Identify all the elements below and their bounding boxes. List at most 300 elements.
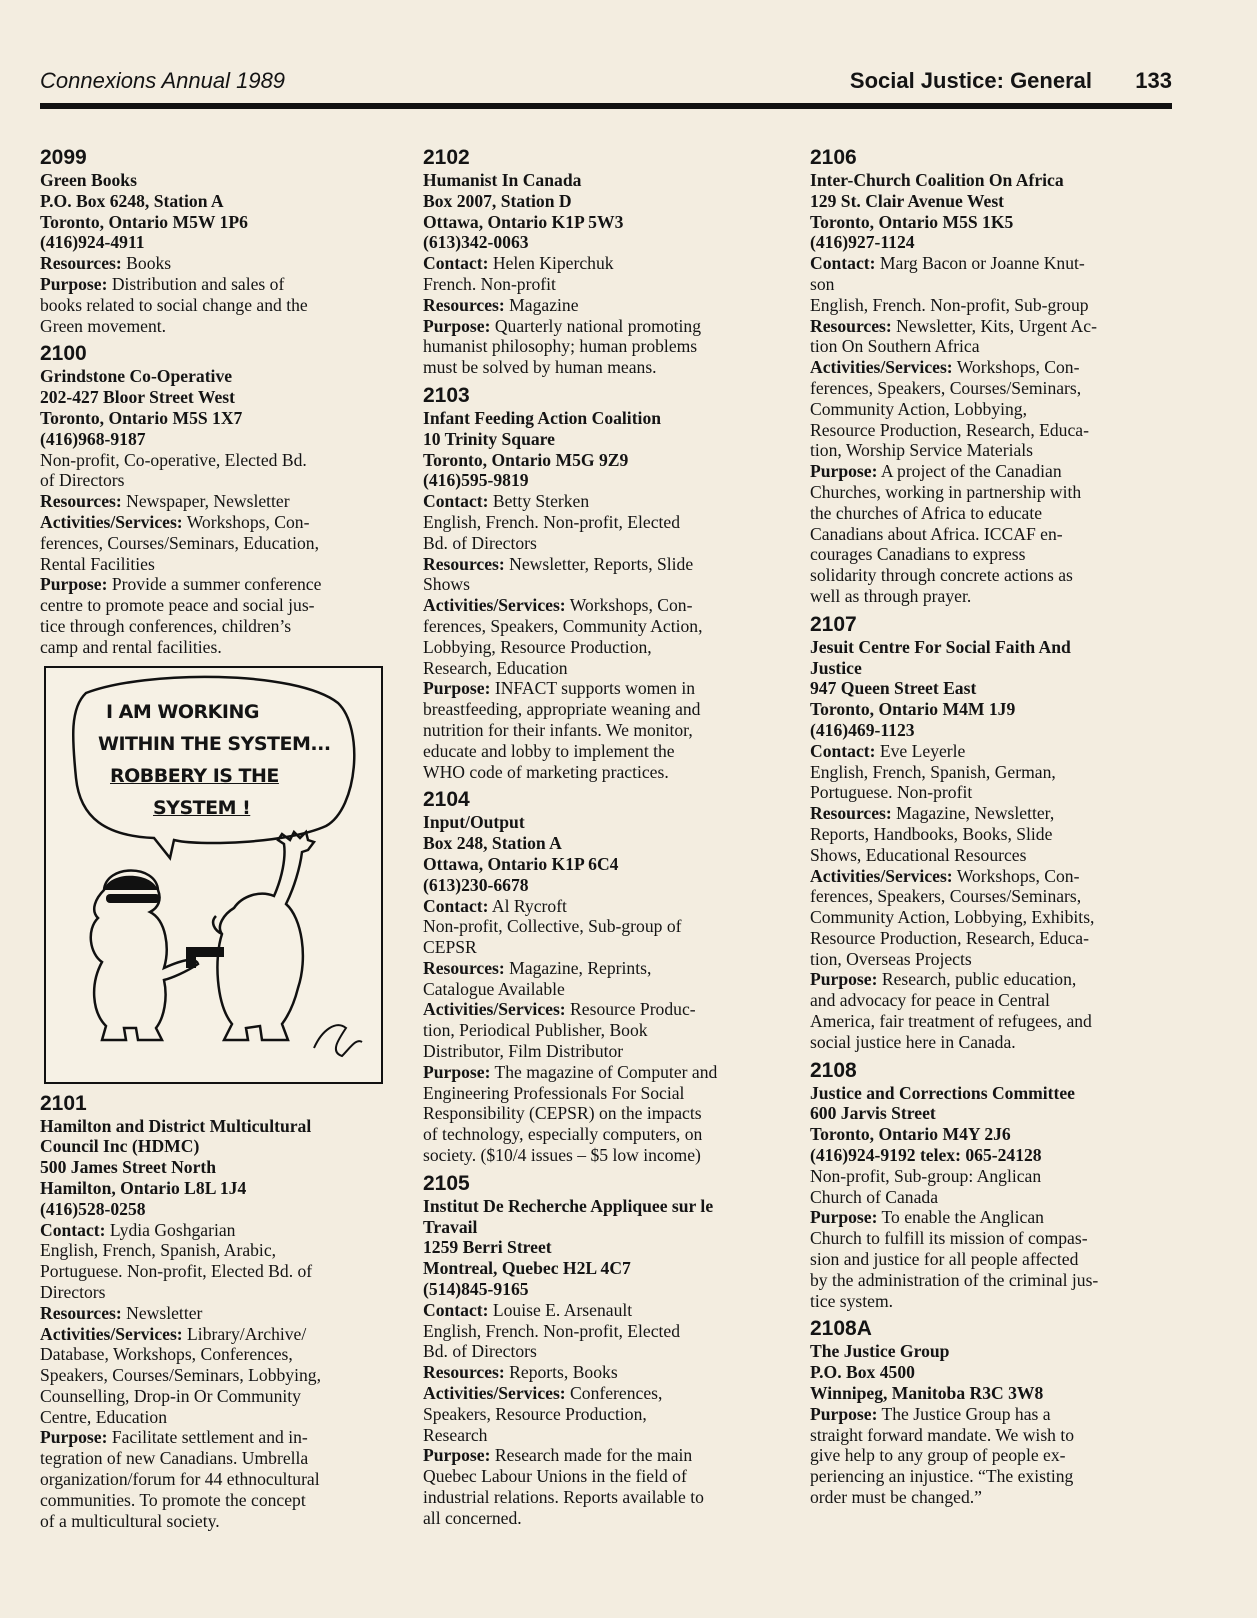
field-label: Contact:	[423, 253, 489, 274]
field-text: P.O. Box 4500	[810, 1362, 915, 1383]
field-text: well as through prayer.	[810, 585, 972, 606]
cartoon-illustration	[44, 666, 383, 1084]
column-1-entries-after	[40, 1092, 395, 1532]
entry-text-line	[423, 533, 788, 554]
entry-text-line	[423, 762, 788, 783]
entry-text-line	[810, 1032, 1182, 1053]
entry-heading-line	[40, 232, 395, 253]
entry-text-line	[810, 399, 1182, 420]
entry-heading-line	[423, 450, 788, 471]
field-text: Non-profit, Collective, Sub-group of	[423, 916, 682, 937]
entry-text-line	[423, 274, 788, 295]
entry-heading-line	[810, 1383, 1182, 1404]
field-text: INFACT supports women in	[490, 678, 696, 699]
field-label: Contact:	[810, 253, 876, 274]
entry-text-line	[423, 1466, 788, 1487]
field-text: Quebec Labour Unions in the field of	[423, 1466, 687, 1487]
directory-entry	[423, 146, 788, 378]
field-text: (613)230-6678	[423, 874, 529, 895]
directory-entry	[810, 146, 1182, 607]
entry-text-line	[423, 1145, 788, 1166]
column-2-entries	[423, 146, 788, 1529]
entry-heading-line	[423, 408, 788, 429]
field-text: Responsibility (CEPSR) on the impacts	[423, 1103, 702, 1124]
field-label: Purpose:	[810, 461, 878, 482]
entry-text-line	[810, 1487, 1182, 1508]
field-text: Council Inc (HDMC)	[40, 1136, 200, 1157]
field-text: Centre, Education	[40, 1406, 168, 1427]
entry-heading-line	[423, 1279, 788, 1300]
field-label: Purpose:	[423, 315, 491, 336]
field-text: CEPSR	[423, 937, 477, 958]
field-text: Facilitate settlement and in-	[107, 1427, 308, 1448]
entry-heading-line	[40, 1116, 395, 1137]
field-text: Database, Workshops, Conferences,	[40, 1344, 293, 1365]
entry-number: 2101	[40, 1091, 87, 1115]
entry-number: 2103	[423, 383, 470, 407]
field-text: Toronto, Ontario M5S 1X7	[40, 407, 243, 428]
field-text: 10 Trinity Square	[423, 428, 555, 449]
entry-text-line	[423, 916, 788, 937]
directory-entry	[810, 613, 1182, 1053]
field-label: Contact:	[810, 740, 876, 761]
entry-text-line	[810, 782, 1182, 803]
entry-heading-line	[810, 1083, 1182, 1104]
entry-text-line	[810, 1425, 1182, 1446]
entry-text-line	[423, 1508, 788, 1529]
field-label: Purpose:	[423, 678, 491, 699]
entry-heading-line	[810, 658, 1182, 679]
entry-text-line	[40, 253, 395, 274]
field-text: Toronto, Ontario M4Y 2J6	[810, 1124, 1011, 1145]
entry-heading-line	[40, 387, 395, 408]
field-text: Churches, working in partnership with	[810, 481, 1082, 502]
entry-text-line	[40, 1324, 395, 1345]
field-text: Reports, Books	[504, 1362, 618, 1383]
field-label: Resources:	[423, 553, 505, 574]
entry-heading-line	[810, 191, 1182, 212]
entry-text-line	[423, 1404, 788, 1425]
entry-text-line	[40, 295, 395, 316]
directory-entry	[40, 1092, 395, 1532]
entry-text-line	[423, 616, 788, 637]
entry-text-line	[810, 274, 1182, 295]
field-text: Bd. of Directors	[423, 1341, 537, 1362]
field-label: Resources:	[810, 803, 892, 824]
entry-text-line	[810, 949, 1182, 970]
entry-text-line	[40, 1240, 395, 1261]
entry-text-line	[810, 295, 1182, 316]
field-text: books related to social change and the	[40, 294, 308, 315]
entry-text-line	[40, 512, 395, 533]
entry-heading-line	[40, 191, 395, 212]
field-text: Portuguese. Non-profit, Elected Bd. of	[40, 1261, 313, 1282]
field-label: Purpose:	[810, 1207, 878, 1228]
field-text: Resource Production, Research, Educa-	[810, 927, 1089, 948]
field-text: ferences, Speakers, Community Action,	[423, 615, 703, 636]
field-text: Research, Education	[423, 657, 568, 678]
column-1-entries	[40, 146, 395, 658]
field-label: Purpose:	[40, 273, 108, 294]
field-label: Activities/Services:	[40, 1323, 183, 1344]
field-text: Inter-Church Coalition On Africa	[810, 170, 1064, 190]
field-text: Green movement.	[40, 315, 167, 336]
field-text: Engineering Professionals For Social	[423, 1082, 685, 1103]
field-label: Resources:	[40, 1302, 122, 1323]
entry-text-line	[40, 1261, 395, 1282]
entry-text-line	[810, 1187, 1182, 1208]
field-text: Ottawa, Ontario K1P 6C4	[423, 853, 619, 874]
field-label: Activities/Services:	[423, 1383, 566, 1404]
field-text: give help to any group of people ex-	[810, 1445, 1066, 1466]
entry-text-line	[40, 316, 395, 337]
field-text: Infant Feeding Action Coalition	[423, 407, 662, 428]
field-text: Newsletter, Reports, Slide	[504, 553, 694, 574]
field-text: English, French. Non-profit, Elected	[423, 511, 680, 532]
entry-text-line	[810, 420, 1182, 441]
field-text: A project of the Canadian	[877, 461, 1062, 482]
entry-text-line	[40, 1344, 395, 1365]
entry-text-line	[40, 554, 395, 575]
entry-text-line	[810, 886, 1182, 907]
entry-text-line	[810, 845, 1182, 866]
field-label: Purpose:	[40, 1427, 108, 1448]
field-text: of a multicultural society.	[40, 1510, 220, 1531]
field-text: Portuguese. Non-profit	[810, 782, 973, 803]
entry-text-line	[810, 907, 1182, 928]
entry-heading-line	[423, 1196, 788, 1217]
entry-heading-line	[423, 170, 788, 191]
entry-text-line	[423, 1487, 788, 1508]
field-text: Grindstone Co-Operative	[40, 366, 233, 387]
field-text: ferences, Courses/Seminars, Education,	[40, 532, 319, 553]
entry-heading-line	[810, 678, 1182, 699]
field-text: Workshops, Con-	[565, 595, 693, 616]
field-text: Institut De Recherche Appliquee sur le	[423, 1195, 714, 1216]
entry-heading-line	[423, 1217, 788, 1238]
entry-text-line	[810, 969, 1182, 990]
entry-number: 2099	[40, 146, 87, 169]
field-text: Betty Sterken	[488, 491, 590, 512]
entry-text-line	[423, 937, 788, 958]
field-text: tion On Southern Africa	[810, 336, 980, 357]
field-label: Resources:	[423, 1362, 505, 1383]
entry-text-line	[810, 524, 1182, 545]
field-text: order must be changed.”	[810, 1487, 982, 1508]
field-text: camp and rental facilities.	[40, 636, 222, 657]
field-text: Counselling, Drop-in Or Community	[40, 1385, 301, 1406]
field-text: America, fair treatment of refugees, and	[810, 1011, 1092, 1032]
field-text: ferences, Speakers, Courses/Seminars,	[810, 377, 1082, 398]
field-text: Travail	[423, 1216, 478, 1237]
entry-text-line	[423, 720, 788, 741]
entry-text-line	[423, 512, 788, 533]
entry-heading-line	[423, 1237, 788, 1258]
entry-text-line	[423, 1062, 788, 1083]
entry-heading-line	[810, 232, 1182, 253]
field-text: To enable the Anglican	[877, 1207, 1044, 1228]
field-text: Catalogue Available	[423, 978, 565, 999]
field-text: (416)528-0258	[40, 1198, 146, 1219]
field-text: P.O. Box 6248, Station A	[40, 190, 224, 211]
field-text: English, French. Non-profit, Elected	[423, 1320, 680, 1341]
entry-heading-line	[40, 1136, 395, 1157]
field-text: and advocacy for peace in Central	[810, 990, 1050, 1011]
field-label: Contact:	[423, 895, 489, 916]
entry-text-line	[40, 1427, 395, 1448]
entry-text-line	[810, 1404, 1182, 1425]
field-text: 202-427 Bloor Street West	[40, 387, 235, 408]
entry-text-line	[423, 1362, 788, 1383]
header-rule	[40, 103, 1172, 109]
field-text: Non-profit, Co-operative, Elected Bd.	[40, 449, 307, 470]
field-text: 500 James Street North	[40, 1157, 217, 1178]
field-text: Hamilton, Ontario L8L 1J4	[40, 1177, 247, 1198]
field-text: (514)845-9165	[423, 1279, 529, 1300]
field-text: tion, Periodical Publisher, Book	[423, 1020, 648, 1041]
entry-text-line	[810, 866, 1182, 887]
field-text: Distributor, Film Distributor	[423, 1041, 624, 1062]
entry-text-line	[423, 1445, 788, 1466]
field-text: Resource Produc-	[565, 999, 696, 1020]
field-text: Non-profit, Sub-group: Anglican	[810, 1165, 1042, 1186]
field-text: (416)924-4911	[40, 232, 145, 253]
entry-number: 2108A	[810, 1317, 872, 1341]
directory-entry	[810, 1059, 1182, 1312]
entry-text-line	[40, 1448, 395, 1469]
entry-text-line	[423, 357, 788, 378]
field-text: Shows, Educational Resources	[810, 844, 1027, 865]
entry-text-line	[810, 586, 1182, 607]
field-text: Al Rycroft	[488, 895, 567, 916]
entry-text-line	[423, 678, 788, 699]
field-text: Research, public education,	[877, 969, 1077, 990]
entry-text-line	[810, 503, 1182, 524]
field-label: Resources:	[40, 491, 122, 512]
entry-text-line	[810, 253, 1182, 274]
field-text: all concerned.	[423, 1507, 522, 1528]
field-text: Directors	[40, 1281, 106, 1302]
entry-heading-line	[810, 212, 1182, 233]
entry-heading-line	[810, 1145, 1182, 1166]
field-text: The Justice Group has a	[877, 1403, 1051, 1424]
entry-text-line	[40, 470, 395, 491]
field-text: 129 St. Clair Avenue West	[810, 190, 1005, 211]
entry-text-line	[40, 1220, 395, 1241]
field-label: Resources:	[810, 315, 892, 336]
column-1	[40, 146, 395, 1537]
directory-entry	[40, 342, 395, 657]
entry-text-line	[40, 1282, 395, 1303]
field-text: Reports, Handbooks, Books, Slide	[810, 823, 1053, 844]
entry-text-line	[423, 699, 788, 720]
entry-number: 2107	[810, 612, 857, 636]
field-text: Church of Canada	[810, 1186, 939, 1207]
field-text: Books	[121, 253, 172, 274]
entry-heading-line	[40, 366, 395, 387]
entry-heading-line	[810, 1341, 1182, 1362]
field-text: French. Non-profit	[423, 273, 556, 294]
column-2	[423, 146, 788, 1535]
entry-text-line	[810, 544, 1182, 565]
field-text: Magazine, Newsletter,	[891, 803, 1055, 824]
entry-heading-line	[423, 833, 788, 854]
entry-text-line	[423, 491, 788, 512]
entry-heading-line	[810, 720, 1182, 741]
entry-text-line	[810, 1228, 1182, 1249]
directory-entry	[40, 146, 395, 336]
entry-text-line	[810, 1291, 1182, 1312]
entry-text-line	[423, 1425, 788, 1446]
field-text: communities. To promote the concept	[40, 1489, 306, 1510]
field-text: son	[810, 273, 835, 294]
entry-text-line	[810, 824, 1182, 845]
bubble-line: ROBBERY IS THE	[110, 764, 279, 787]
field-text: tice system.	[810, 1290, 894, 1311]
entry-text-line	[810, 440, 1182, 461]
field-label: Resources:	[423, 294, 505, 315]
bubble-line: WITHIN THE SYSTEM...	[98, 732, 331, 755]
field-text: Bd. of Directors	[423, 532, 537, 553]
field-text: 600 Jarvis Street	[810, 1103, 936, 1124]
field-text: Research	[423, 1424, 488, 1445]
entry-text-line	[423, 741, 788, 762]
field-text: courages Canadians to express	[810, 544, 1026, 565]
field-text: Church to fulfill its mission of compas-	[810, 1228, 1088, 1249]
field-text: tice through conferences, children’s	[40, 615, 292, 636]
entry-text-line	[810, 336, 1182, 357]
field-text: English, French, Spanish, German,	[810, 761, 1056, 782]
field-text: Hamilton and District Multicultural	[40, 1115, 312, 1136]
field-text: The Justice Group	[810, 1341, 950, 1362]
field-label: Contact:	[423, 491, 489, 512]
field-label: Contact:	[40, 1219, 106, 1240]
field-text: nutrition for their infants. We monitor,	[423, 719, 693, 740]
directory-entry	[423, 788, 788, 1166]
field-label: Activities/Services:	[810, 357, 953, 378]
directory-entry	[810, 1317, 1182, 1507]
field-text: Workshops, Con-	[952, 865, 1080, 886]
field-text: (416)924-9192 telex: 065-24128	[810, 1145, 1042, 1166]
entry-text-line	[40, 1303, 395, 1324]
entry-heading-line	[810, 1124, 1182, 1145]
field-text: Green Books	[40, 170, 137, 190]
field-text: straight forward mandate. We wish to	[810, 1424, 1075, 1445]
field-text: Magazine, Reprints,	[504, 957, 652, 978]
field-text: Resource Production, Research, Educa-	[810, 419, 1089, 440]
entry-text-line	[810, 803, 1182, 824]
entry-heading-line	[40, 429, 395, 450]
entry-number: 2100	[40, 342, 87, 366]
entry-text-line	[423, 336, 788, 357]
entry-text-line	[810, 1270, 1182, 1291]
field-text: solidarity through concrete actions as	[810, 565, 1073, 586]
field-text: tegration of new Canadians. Umbrella	[40, 1448, 309, 1469]
entry-text-line	[40, 574, 395, 595]
field-text: Justice and Corrections Committee	[810, 1082, 1075, 1103]
entry-text-line	[423, 574, 788, 595]
entry-text-line	[810, 1011, 1182, 1032]
field-text: Winnipeg, Manitoba R3C 3W8	[810, 1383, 1044, 1404]
entry-text-line	[423, 316, 788, 337]
entry-text-line	[423, 1083, 788, 1104]
entry-text-line	[423, 958, 788, 979]
entry-heading-line	[40, 408, 395, 429]
field-text: sion and justice for all people affected	[810, 1249, 1079, 1270]
entry-text-line	[810, 316, 1182, 337]
field-text: Input/Output	[423, 812, 525, 833]
field-text: Justice	[810, 657, 862, 678]
field-text: tion, Overseas Projects	[810, 948, 972, 969]
field-label: Purpose:	[423, 1061, 491, 1082]
entry-heading-line	[40, 1157, 395, 1178]
entry-text-line	[423, 1020, 788, 1041]
field-text: centre to promote peace and social jus-	[40, 595, 315, 616]
entry-text-line	[423, 1341, 788, 1362]
field-text: Workshops, Con-	[182, 511, 310, 532]
field-text: Eve Leyerle	[875, 740, 966, 761]
entry-heading-line	[40, 170, 395, 191]
field-text: social justice here in Canada.	[810, 1031, 1016, 1052]
entry-heading-line	[423, 854, 788, 875]
entry-heading-line	[40, 1199, 395, 1220]
entry-text-line	[423, 637, 788, 658]
entry-text-line	[423, 1383, 788, 1404]
field-text: Community Action, Lobbying,	[810, 398, 1027, 419]
field-text: 1259 Berri Street	[423, 1237, 552, 1258]
entry-number: 2105	[423, 1171, 470, 1195]
field-label: Purpose:	[810, 969, 878, 990]
page-number: 133	[1135, 68, 1172, 93]
entry-text-line	[423, 999, 788, 1020]
field-text: educate and lobby to implement the	[423, 740, 675, 761]
entry-text-line	[423, 658, 788, 679]
field-text: Shows	[423, 574, 470, 595]
entry-number: 2102	[423, 146, 470, 169]
entry-text-line	[423, 595, 788, 616]
entry-text-line	[40, 1469, 395, 1490]
entry-text-line	[423, 1300, 788, 1321]
entry-text-line	[423, 896, 788, 917]
entry-text-line	[810, 378, 1182, 399]
field-text: periencing an injustice. “The existing	[810, 1466, 1074, 1487]
column-3-entries	[810, 146, 1182, 1508]
field-text: (416)968-9187	[40, 428, 146, 449]
field-label: Resources:	[423, 957, 505, 978]
entry-number: 2106	[810, 146, 857, 169]
entry-text-line	[810, 461, 1182, 482]
field-text: Quarterly national promoting	[490, 315, 702, 336]
entry-text-line	[810, 482, 1182, 503]
field-text: (416)595-9819	[423, 470, 529, 491]
field-text: Distribution and sales of	[107, 273, 285, 294]
field-text: Lobbying, Resource Production,	[423, 636, 652, 657]
field-text: Newsletter	[121, 1302, 203, 1323]
entry-heading-line	[810, 1103, 1182, 1124]
entry-text-line	[40, 491, 395, 512]
field-text: Library/Archive/	[182, 1323, 307, 1344]
entry-number: 2108	[810, 1058, 857, 1082]
entry-text-line	[810, 990, 1182, 1011]
field-text: The magazine of Computer and	[490, 1061, 718, 1082]
field-label: Resources:	[40, 253, 122, 274]
field-text: tion, Worship Service Materials	[810, 440, 1034, 461]
field-text: Helen Kiperchuk	[488, 253, 614, 274]
entry-text-line	[40, 450, 395, 471]
field-text: breastfeeding, appropriate weaning and	[423, 699, 701, 720]
field-text: ferences, Speakers, Courses/Seminars,	[810, 886, 1082, 907]
entry-text-line	[40, 1511, 395, 1532]
